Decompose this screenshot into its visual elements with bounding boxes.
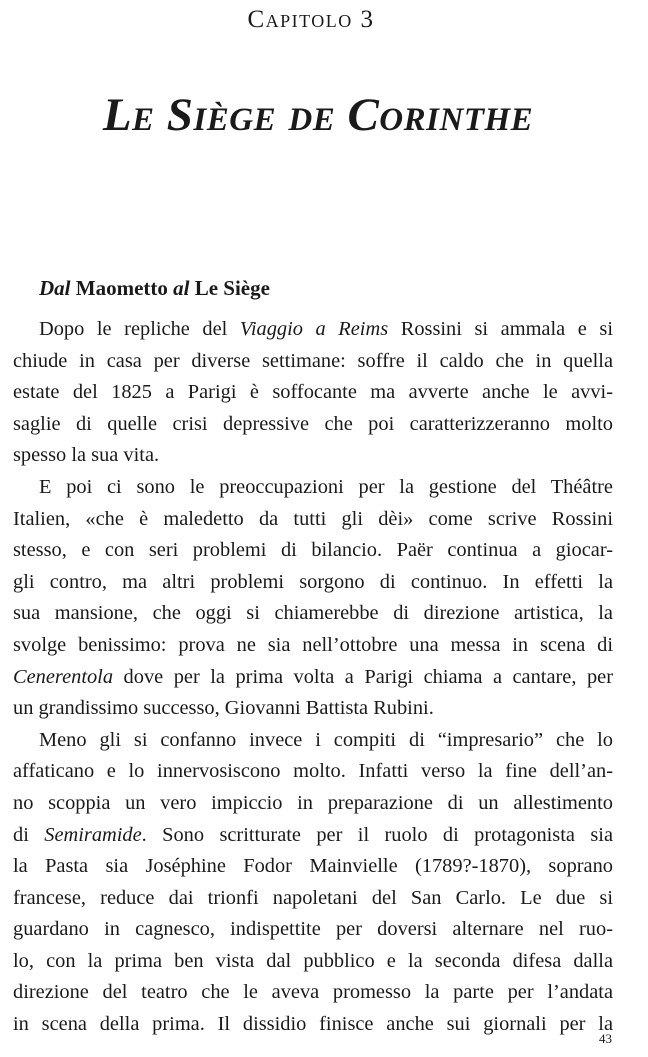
- text-line: chiude in casa per diverse settimane: soffre il caldo che in quella: [13, 349, 613, 372]
- text-line: Meno gli si confanno invece i compiti di “impresario” che lo: [39, 728, 613, 751]
- text-run-italic: Semiramide: [44, 823, 142, 846]
- heading-part: Dal: [39, 276, 71, 300]
- text-line: [13, 314, 613, 346]
- text-run: Dopo le repliche del: [39, 318, 240, 340]
- text-line: stesso, e con seri problemi di bilancio. Paër continua a giocar-: [13, 539, 613, 562]
- text-line: direzione del teatro che le aveva promesso la parte per l’andata: [13, 981, 613, 1004]
- chapter-title: Le Siège de Corinthe: [102, 89, 534, 141]
- text-run: di: [13, 823, 45, 846]
- heading-part: Le Siège: [189, 276, 270, 300]
- text-line: sua mansione, che oggi si chiamerebbe di direzione artistica, la: [13, 602, 613, 625]
- section-heading: [39, 276, 270, 301]
- text-line: affaticano e lo innervosiscono molto. Infatti verso la fine dell’an-: [13, 760, 613, 783]
- text-line: in scena della prima. Il dissidio finisce anche sui giornali per la: [13, 1013, 613, 1036]
- text-run-italic: Cenerentola: [13, 665, 114, 688]
- text-line: lo, con la prima ben vista dal pubblico e la seconda difesa dalla: [13, 949, 613, 972]
- text-run-italic: Viaggio a Reims: [239, 318, 389, 340]
- heading-part: al: [173, 276, 190, 300]
- text-line: no scoppia un vero impiccio in preparazione di un allestimento: [13, 791, 613, 814]
- chapter-label: Capitolo 3: [247, 6, 375, 33]
- text-run: Rossini si ammala e si: [388, 318, 613, 340]
- text-line: guardano in cagnesco, indispettite per doversi alternare nel ruo-: [13, 918, 613, 941]
- heading-part: Maometto: [70, 276, 174, 300]
- text-line: estate del 1825 a Parigi è soffocante ma avverte anche le avvi-: [13, 381, 613, 404]
- text-line: spesso la sua vita.: [13, 444, 160, 467]
- text-line: [13, 820, 613, 852]
- body-text: [13, 314, 613, 1041]
- text-line: francese, reduce dai trionfi napoletani del San Carlo. Le due si: [13, 886, 613, 909]
- text-run: dove per la prima volta a Parigi chiama a cantare, per: [113, 665, 613, 688]
- text-line: E poi ci sono le preoccupazioni per la gestione del Théâtre: [39, 475, 613, 498]
- text-run: . Sono scritturate per il ruolo di protagonista sia: [141, 823, 613, 846]
- text-line: svolge benissimo: prova ne sia nell’ottobre una messa in scena di: [13, 633, 613, 656]
- text-line: Italien, «che è maledetto da tutti gli dèi» come scrive Rossini: [13, 507, 613, 530]
- text-line: un grandissimo successo, Giovanni Battista Rubini.: [13, 697, 434, 720]
- page-number: 43: [599, 1031, 612, 1046]
- text-line: saglie di quelle crisi depressive che poi caratterizzeranno molto: [13, 412, 613, 435]
- text-line: gli contro, ma altri problemi sorgono di continuo. In effetti la: [13, 570, 613, 593]
- text-line: [13, 662, 613, 694]
- text-line: la Pasta sia Joséphine Fodor Mainvielle (1789?-1870), soprano: [13, 855, 613, 878]
